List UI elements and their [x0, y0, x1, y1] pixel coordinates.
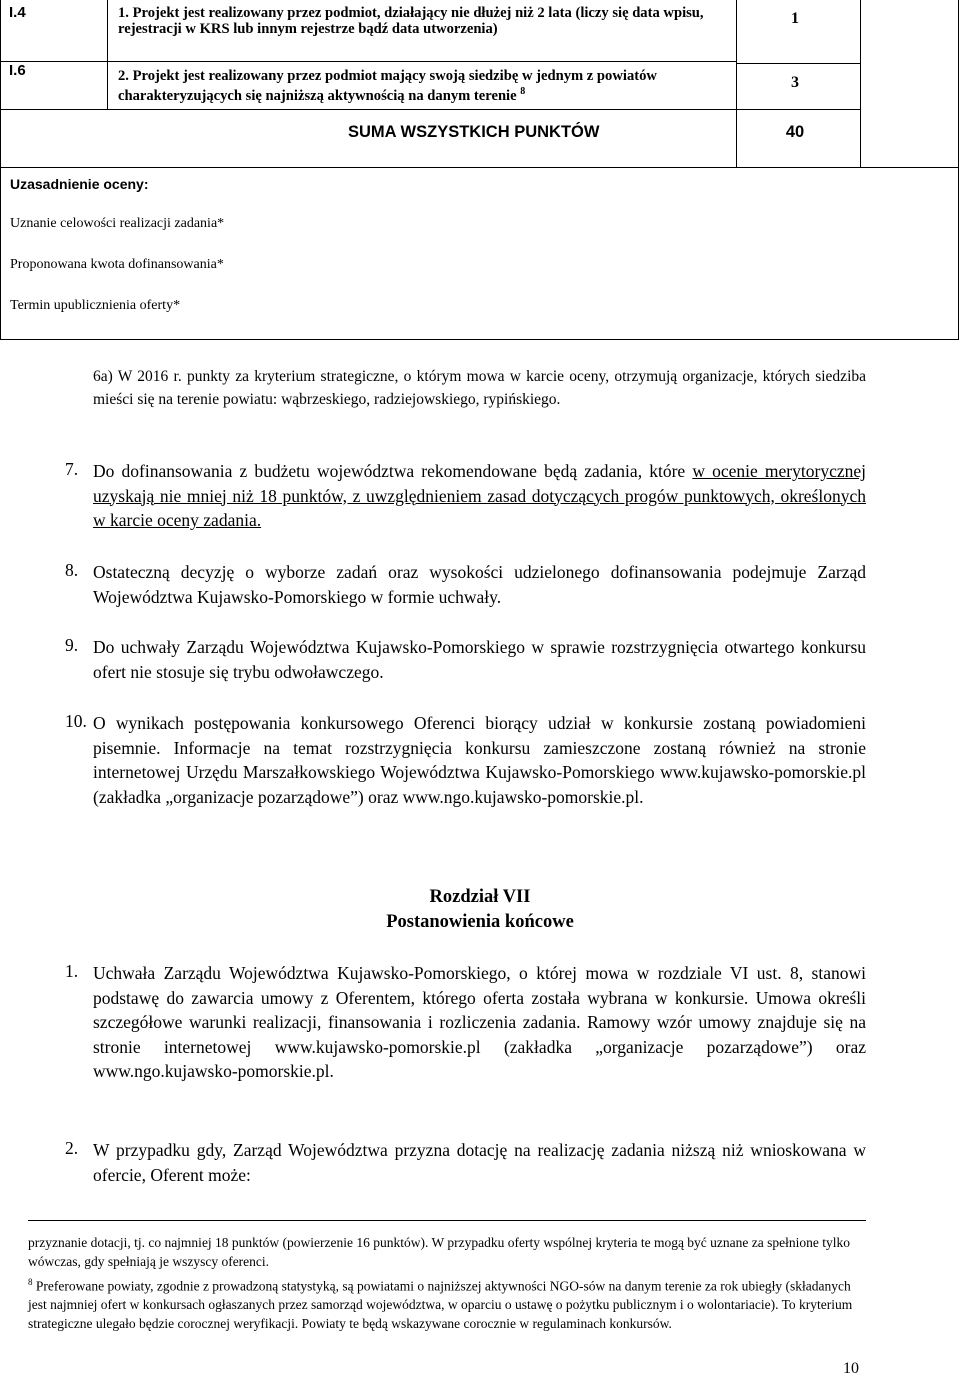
point-number: 1. — [65, 961, 79, 981]
field-label: Termin upublicznienia oferty* — [10, 298, 181, 313]
footnote-continuation: przyznanie dotacji, tj. co najmniej 18 punktów (powierzenie 16 punktów). W przypadku oferty wspólnej kryteria te mogą być uznane za spełnione tylko wówczas, gdy spełniają je wszyscy oferenci. — [28, 1235, 851, 1269]
sum-label: SUMA WSZYSTKICH PUNKTÓW — [348, 123, 600, 141]
clause-2: W przypadku gdy, Zarząd Województwa przyzna dotację na realizację zadania niższą niż wnioskowana w ofercie, Oferent może: — [93, 1140, 866, 1185]
footnote-8-text: Preferowane powiaty, zgodnie z prowadzoną statystyką, są powiatami o najniższej aktywności NGO-sów na danym terenie za rok ubiegły (składanych jest najmniej ofert w konkursach ogłaszanych przez samorząd województwa, w oparciu o ustawę o pożytku publicznym i o wolontariacie). To kryterium strategiczne ulegało będzie corocznej weryfikacji. Powiaty te będą wskazywane corocznie w regulaminach konkursów. — [28, 1278, 853, 1331]
chapter-title: Rozdział VII — [429, 887, 531, 907]
row-id: I.6 — [9, 62, 26, 79]
point-7-text: Do dofinansowania z budżetu województwa rekomendowane będą zadania, które — [93, 461, 686, 481]
footnote-mark: 8 — [28, 1277, 33, 1287]
chapter-subtitle: Postanowienia końcowe — [386, 912, 574, 932]
points-value: 3 — [791, 74, 799, 91]
point-8: Ostateczną decyzję o wyborze zadań oraz wysokości udzielonego dofinansowania podejmuje Zarząd Województwa Kujawsko-Pomorskiego w formie uchwały. — [93, 562, 866, 607]
field-label: Proponowana kwota dofinansowania* — [10, 257, 224, 272]
point-number: 7. — [65, 459, 79, 479]
point-number: 2. — [65, 1138, 79, 1158]
footnote-separator — [28, 1220, 866, 1221]
point-number: 10. — [65, 711, 87, 731]
point-7 — [93, 459, 866, 533]
sum-value: 40 — [785, 123, 805, 141]
point-10: O wynikach postępowania konkursowego Oferenci biorący udział w konkursie zostaną powiadomieni pisemnie. Informacje na temat rozstrzygnięcia konkursu zamieszczone zostaną również na stronie internetowej Urzędu Marszałkowskiego Województwa Kujawsko-Pomorskiego www.kujawsko-pomorskie.pl (zakładka „organizacje pozarządowe”) oraz www.ngo.kujawsko-pomorskie.pl. — [93, 713, 866, 807]
footnote-8 — [28, 1273, 868, 1333]
field-label: Uznanie celowości realizacji zadania* — [10, 216, 225, 231]
scoring-table — [0, 0, 959, 340]
footnote-ref: 8 — [520, 86, 526, 97]
point-7-underlined: w ocenie merytorycznej uzyskają nie mniej niż 18 punktów, z uwzględnieniem zasad dotyczących progów punktowych, określonych w karcie oceny zadania. — [93, 461, 866, 530]
justification-label: Uzasadnienie oceny: — [10, 176, 149, 192]
criterion-text: 1. Projekt jest realizowany przez podmiot, działający nie dłużej niż 2 lata (liczy się data wpisu, rejestracji w KRS lub innym rejestrze bądź data utworzenia) — [118, 5, 704, 37]
points-value: 1 — [791, 10, 799, 27]
row-id: I.4 — [9, 4, 26, 21]
page-number: 10 — [843, 1360, 859, 1377]
clause-1: Uchwała Zarządu Województwa Kujawsko-Pomorskiego, o której mowa w rozdziale VI ust. 8, stanowi podstawę do zawarcia umowy z Oferentem, którego oferta została wybrana w konkursie. Umowa określi szczegółowe warunki realizacji, finansowania i rozliczenia zadania. Ramowy wzór umowy znajduje się na stronie internetowej www.kujawsko-pomorskie.pl (zakładka „organizacje pozarządowe”) oraz www.ngo.kujawsko-pomorskie.pl. — [93, 963, 866, 1081]
criterion-text: 2. Projekt jest realizowany przez podmiot mający swoją siedzibę w jednym z powiatów charakteryzujących się najniższą aktywnością na danym terenie $^8$ — [118, 68, 657, 104]
point-number: 9. — [65, 635, 79, 655]
point-6a: 6a) W 2016 r. punkty za kryterium strategiczne, o którym mowa w karcie oceny, otrzymują organizacje, których siedziba mieści się na terenie powiatu: wąbrzeskiego, radziejowskiego, rypińskiego. — [93, 368, 866, 408]
point-number: 8. — [65, 560, 79, 580]
point-9: Do uchwały Zarządu Województwa Kujawsko-Pomorskiego w sprawie rozstrzygnięcia otwartego konkursu ofert nie stosuje się trybu odwoławczego. — [93, 637, 866, 682]
